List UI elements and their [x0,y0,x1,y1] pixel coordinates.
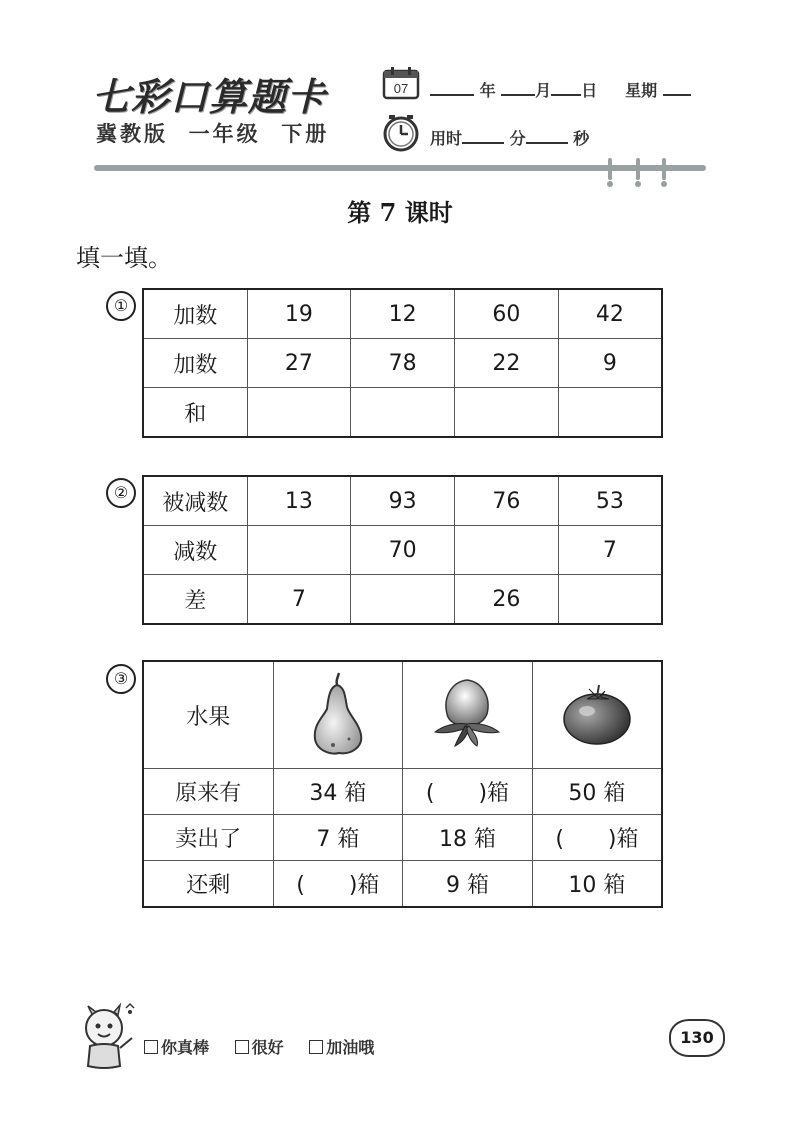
instruction: 填一填。 [76,244,172,272]
table-cell: 18 箱 [403,815,533,861]
checkbox-icon[interactable] [309,1040,323,1054]
minutes-blank[interactable] [462,128,504,144]
seconds-blank[interactable] [526,128,568,144]
month-blank[interactable] [501,80,535,96]
row-label: 卖出了 [143,815,273,861]
year-label: 年 [479,81,496,100]
table-row [143,575,662,625]
question-number-3: ③ [106,664,136,694]
table-cell: 7 [558,526,662,575]
table-cell: 50 箱 [532,769,662,815]
calendar-icon [382,66,420,100]
fruit-cell [403,661,533,769]
tomato-icon [557,677,637,747]
answer-cell[interactable] [455,526,559,575]
table-cell: 42 [558,289,662,339]
row-label: 还剩 [143,861,273,908]
clock-icon [382,114,420,152]
grade: 一年级 [188,122,261,146]
row-label: 和 [143,388,247,438]
minutes-label: 分 [509,129,526,148]
day-label: 日 [581,81,598,100]
table-row [143,661,662,769]
table-cell: 34 箱 [273,769,403,815]
weekday-label: 星期 [625,81,658,100]
checkbox-icon[interactable] [235,1040,249,1054]
table-cell: 9 [558,339,662,388]
divider-tick [662,158,666,180]
table-cell: 53 [558,476,662,526]
lesson-title: 第 7 课时 [347,198,453,227]
divider-dot [635,181,641,187]
edition: 冀教版 [96,122,168,146]
table-cell: 70 [351,526,455,575]
addition-table [142,288,663,438]
pear-icon [303,667,373,757]
answer-cell[interactable] [455,388,559,438]
table-row [143,861,662,908]
praise-option[interactable] [235,1038,284,1057]
praise-label: 很好 [251,1038,284,1057]
volume: 下册 [281,122,330,146]
answer-cell[interactable]: ( )箱 [273,861,403,908]
fruit-cell [273,661,403,769]
time-used-label: 用时 [430,129,463,148]
answer-cell[interactable] [247,526,351,575]
header-divider [94,165,706,171]
fruit-table [142,660,663,908]
divider-tick [636,158,640,180]
time-fill-line [430,126,589,149]
fruit-cell [532,661,662,769]
page-number: 130 [669,1019,725,1057]
divider-dot [661,181,667,187]
date-fill-line [430,78,691,101]
month-label: 月 [535,81,552,100]
row-label: 加数 [143,289,247,339]
answer-cell[interactable] [558,575,662,625]
table-row [143,815,662,861]
table-cell: 19 [247,289,351,339]
self-rating [144,1035,394,1058]
table-cell: 60 [455,289,559,339]
table-cell: 13 [247,476,351,526]
table-cell: 27 [247,339,351,388]
row-label: 原来有 [143,769,273,815]
praise-label: 加油哦 [326,1038,375,1057]
table-row [143,769,662,815]
checkbox-icon[interactable] [144,1040,158,1054]
table-cell: 78 [351,339,455,388]
table-row [143,339,662,388]
table-cell: 9 箱 [403,861,533,908]
row-label: 加数 [143,339,247,388]
answer-cell[interactable] [247,388,351,438]
weekday-blank[interactable] [663,80,691,96]
seconds-label: 秒 [573,129,590,148]
table-row [143,388,662,438]
row-label: 被减数 [143,476,247,526]
divider-tick [608,158,612,180]
table-cell: 7 箱 [273,815,403,861]
peach-icon [427,672,507,752]
row-label: 水果 [143,661,273,769]
praise-option[interactable] [309,1038,374,1057]
edition-line [96,118,329,148]
day-blank[interactable] [551,80,581,96]
table-cell: 7 [247,575,351,625]
brand-title: 七彩口算题卡 [92,75,327,119]
answer-cell[interactable] [558,388,662,438]
table-row [143,526,662,575]
table-cell: 22 [455,339,559,388]
praise-label: 你真棒 [161,1038,210,1057]
table-row [143,289,662,339]
table-row [143,476,662,526]
table-cell: 10 箱 [532,861,662,908]
calendar-day-text: 07 [393,81,409,96]
row-label: 差 [143,575,247,625]
table-cell: 26 [455,575,559,625]
question-number-1: ① [106,291,136,321]
divider-dot [607,181,613,187]
table-cell: 12 [351,289,455,339]
table-cell: 93 [351,476,455,526]
mascot-icon [74,1002,138,1072]
year-blank[interactable] [430,80,474,96]
question-number-2: ② [106,478,136,508]
table-cell: 76 [455,476,559,526]
answer-cell[interactable]: ( )箱 [532,815,662,861]
answer-cell[interactable] [351,575,455,625]
subtraction-table [142,475,663,625]
praise-option[interactable] [144,1038,209,1057]
answer-cell[interactable]: ( )箱 [403,769,533,815]
answer-cell[interactable] [351,388,455,438]
row-label: 减数 [143,526,247,575]
